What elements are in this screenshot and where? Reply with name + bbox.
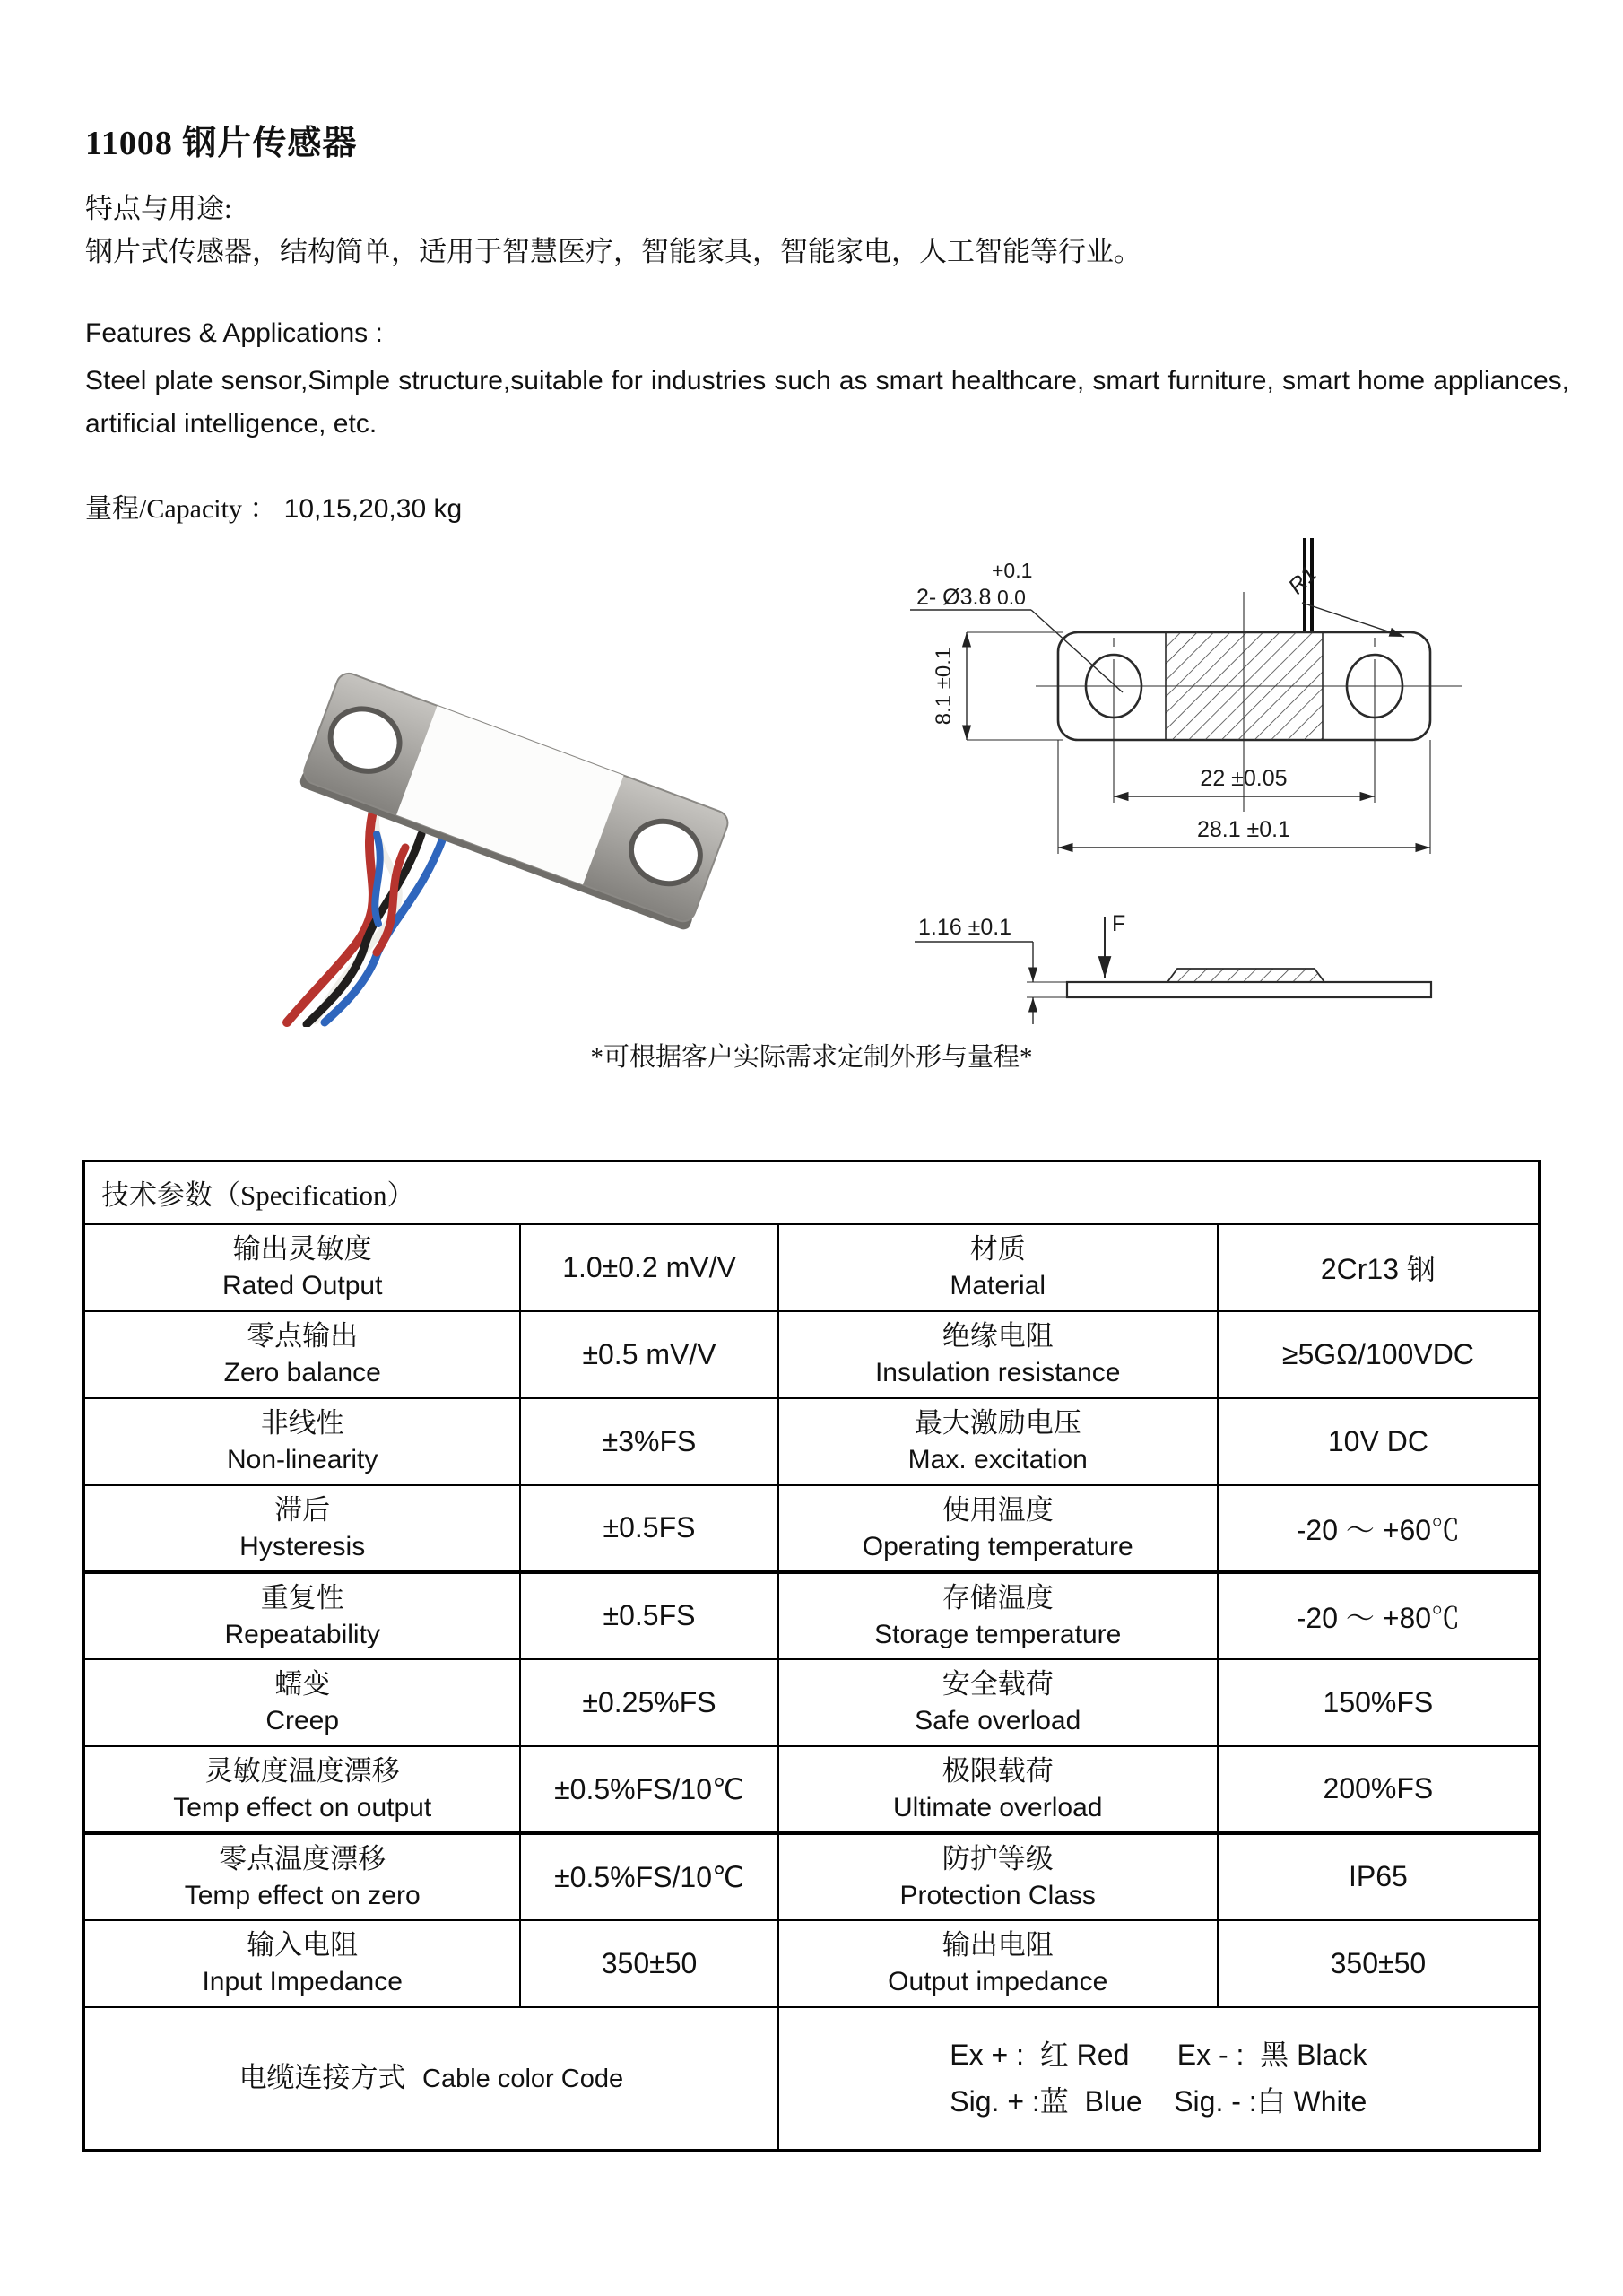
param-cn: 非线性 (260, 1407, 344, 1439)
hole-tol-upper: +0.1 (992, 559, 1033, 582)
param-value: 1.0±0.2 mV/V (520, 1224, 777, 1311)
param-cn: 输出灵敏度 (232, 1233, 372, 1265)
param-en: Protection Class (899, 1880, 1096, 1910)
param-value: 150%FS (1218, 1659, 1540, 1746)
param-cn: 存储温度 (942, 1581, 1054, 1613)
param-cn: 安全载荷 (942, 1668, 1054, 1700)
param-en: Operating temperature (862, 1531, 1133, 1561)
param-en: Temp effect on zero (184, 1880, 421, 1910)
cable-code-cell (778, 2007, 1540, 2151)
plate-side (1067, 982, 1431, 997)
cable-row (84, 2007, 1540, 2151)
capacity-colon: ： (249, 494, 277, 524)
cable-label-en: Cable color Code (422, 2065, 624, 2094)
param-value: 200%FS (1218, 1746, 1540, 1833)
cable-color-code (950, 2031, 1367, 2125)
param-en: Ultimate overload (893, 1792, 1103, 1822)
param-cn: 蠕变 (274, 1668, 331, 1700)
param-cn: 使用温度 (942, 1493, 1054, 1526)
dim-height-label: 8.1 ±0.1 (932, 647, 956, 726)
cable-label-cn: 电缆连接方式 (239, 2062, 406, 2094)
param-value: -20 ～ +80℃ (1218, 1572, 1540, 1659)
param-value: 10V DC (1218, 1398, 1540, 1485)
param-en: Safe overload (915, 1706, 1081, 1735)
param-value: ±0.5 mV/V (520, 1311, 777, 1398)
param-cn: 零点输出 (247, 1320, 359, 1352)
param-value: ±0.5FS (520, 1485, 777, 1572)
table-row (84, 1920, 1540, 2007)
product-photo (152, 538, 789, 1027)
param-cn: 重复性 (260, 1581, 344, 1613)
param-cn: 零点温度漂移 (219, 1842, 386, 1874)
top-view (910, 538, 1462, 854)
param-en: Insulation resistance (874, 1358, 1121, 1387)
sensor-plate-photo (298, 670, 731, 932)
param-value: 350±50 (1218, 1920, 1540, 2007)
table-row (84, 1224, 1540, 1311)
param-value: ±0.5%FS/10℃ (520, 1833, 777, 1920)
param-value: -20 ～ +60℃ (1218, 1485, 1540, 1572)
intro-body: 钢片式传感器，结构简单，适用于智慧医疗，智能家具，智能家电，人工智能等行业。 (85, 236, 1141, 267)
cable-line-signal: Sig. + :蓝 Blue Sig. - :白 White (950, 2085, 1367, 2118)
table-header-row (84, 1161, 1540, 1224)
corner-radius-label: R1 (1283, 561, 1322, 600)
hole-callout-leader (1031, 610, 1123, 692)
param-cn: 最大激励电压 (914, 1407, 1081, 1439)
table-row (84, 1311, 1540, 1398)
param-value: 2Cr13 钢 (1218, 1224, 1540, 1311)
param-en: Non-linearity (226, 1445, 378, 1474)
table-row (84, 1746, 1540, 1833)
hole-tol-lower: 0.0 (997, 586, 1026, 609)
table-row (84, 1659, 1540, 1746)
features-body: Steel plate sensor,Simple structure,suitable for industries such as smart healthcare, smart furniture, smart home appliances, artificial intelligence, etc. (85, 366, 1569, 439)
spec-table-title: 技术参数（Specification） (84, 1161, 1540, 1224)
cable-line-excitation: Ex + : 红 Red Ex - : 黑 Black (950, 2039, 1367, 2072)
param-cn: 输入电阻 (247, 1929, 359, 1961)
param-value: 350±50 (520, 1920, 777, 2007)
param-en: Repeatability (224, 1619, 380, 1649)
param-cn: 滞后 (274, 1493, 331, 1526)
param-value: ±3%FS (520, 1398, 777, 1485)
param-en: Rated Output (221, 1271, 383, 1300)
param-value: ≥5GΩ/100VDC (1218, 1311, 1540, 1398)
param-en: Storage temperature (874, 1619, 1122, 1649)
param-cn: 防护等级 (942, 1842, 1054, 1874)
wire-bundle (287, 804, 444, 1024)
capacity-value: 10,15,20,30 kg (283, 494, 463, 524)
param-en: Hysteresis (239, 1531, 366, 1561)
param-en: Max. excitation (907, 1445, 1088, 1474)
dim-length-label: 28.1 ±0.1 (1196, 817, 1291, 842)
page-title: 11008 钢片传感器 (85, 125, 358, 162)
gauge-side (1167, 969, 1324, 982)
custom-note: *可根据客户实际需求定制外形与量程* (590, 1043, 1033, 1072)
param-value: ±0.5%FS/10℃ (520, 1746, 777, 1833)
table-row (84, 1572, 1540, 1659)
dimension-drawing (897, 520, 1488, 1040)
param-value: ±0.25%FS (520, 1659, 777, 1746)
param-en: Temp effect on output (173, 1792, 432, 1822)
table-row (84, 1485, 1540, 1572)
intro-heading: 特点与用途: (85, 193, 232, 224)
param-value: IP65 (1218, 1833, 1540, 1920)
param-value: ±0.5FS (520, 1572, 777, 1659)
capacity-line (85, 486, 462, 526)
dim-pitch-label: 22 ±0.05 (1200, 766, 1288, 791)
capacity-label: 量程/Capacity (85, 494, 242, 524)
param-en: Material (950, 1271, 1046, 1300)
param-cn: 绝缘电阻 (942, 1320, 1054, 1352)
hole-callout-label: 2- Ø3.8 (916, 585, 992, 610)
features-heading: Features & Applications : (85, 318, 383, 348)
force-label: F (1112, 911, 1126, 936)
param-en: Creep (265, 1706, 340, 1735)
param-en: Output impedance (888, 1967, 1108, 1996)
spec-table (82, 1160, 1541, 2152)
param-en: Zero balance (223, 1358, 381, 1387)
cable-label-cell (84, 2007, 778, 2151)
param-cn: 灵敏度温度漂移 (204, 1754, 400, 1787)
param-cn: 极限载荷 (942, 1754, 1054, 1787)
table-row (84, 1833, 1540, 1920)
param-cn: 材质 (969, 1233, 1026, 1265)
param-cn: 输出电阻 (942, 1929, 1054, 1961)
table-row (84, 1398, 1540, 1485)
param-en: Input Impedance (202, 1967, 403, 1996)
dim-thickness-label: 1.16 ±0.1 (918, 915, 1012, 940)
